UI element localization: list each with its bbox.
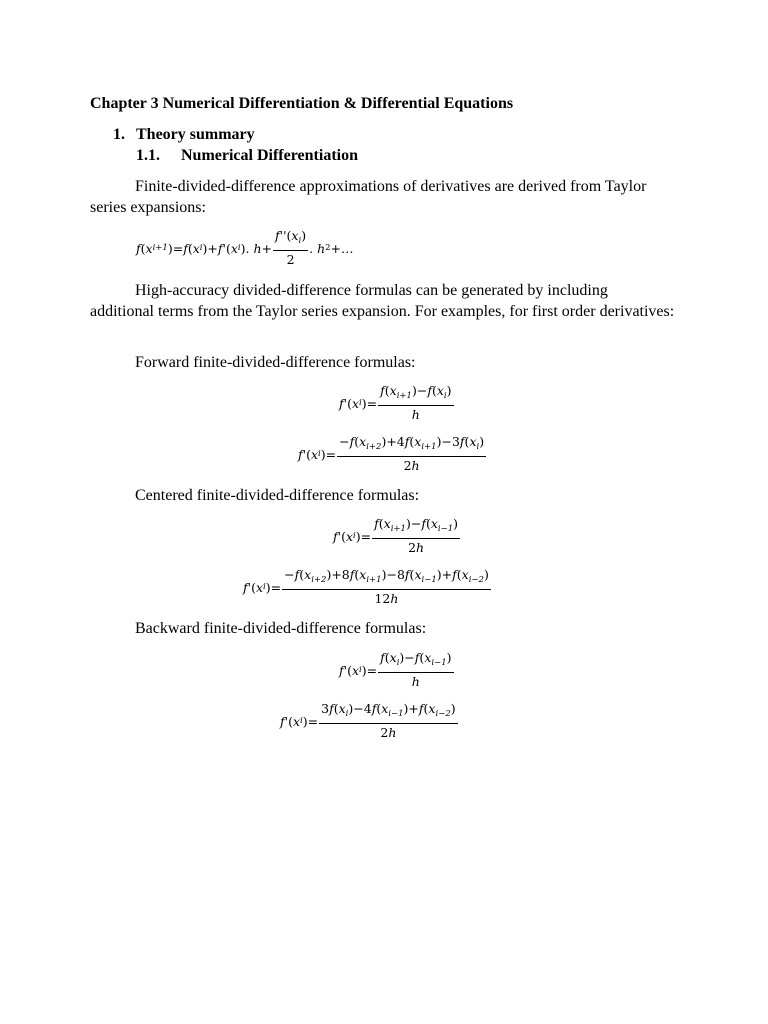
taylor-series-equation: f ( x i+1 )= f ( x i )+ f '( x i ) . h + $\frac{f''(x_i)}{2}$ . h 2 +… <box>136 228 354 267</box>
backward-heading: Backward finite-divided-difference formulas: <box>135 620 427 637</box>
forward-heading: Forward finite-divided-difference formulas: <box>135 354 416 371</box>
backward-formula-2: f '( x i )= $\frac{3f(x_i)-4f(x_{i-1})+f(x_{i-2})}{2h}$ <box>280 701 456 740</box>
high-accuracy-paragraph: High-accuracy divided-difference formulas can be generated by including additional terms from the Taylor series expansion. For examples, for first order derivatives: <box>90 282 675 320</box>
backward-formula-1: f '( x i )= $\frac{f(x_i)-f(x_{i-1})}{h}$ <box>339 650 452 689</box>
centered-formula-2: f '( x i )= $\frac{-f(x_{i+2})+8f(x_{i+1})-8f(x_{i-1})+f(x_{i-2})}{12h}$ <box>243 567 489 606</box>
forward-formula-1: f '( x i )= $\frac{f(x_{i+1})-f(x_i)}{h}$ <box>339 383 452 422</box>
subsection-title: Numerical Differentiation <box>181 147 358 164</box>
intro-paragraph: Finite-divided-difference approximations of derivatives are derived from Taylor series expansions: <box>90 178 647 216</box>
centered-heading: Centered finite-divided-difference formulas: <box>135 487 420 504</box>
chapter-title: Chapter 3 Numerical Differentiation & Differential Equations <box>90 95 514 112</box>
subsection-number: 1.1. <box>136 147 160 164</box>
section-number: 1. <box>113 126 125 143</box>
section-title: Theory summary <box>136 126 255 143</box>
forward-formula-2: f '( x i )= $\frac{-f(x_{i+2})+4f(x_{i+1})-3f(x_i)}{2h}$ <box>298 434 485 473</box>
centered-formula-1: f '( x i )= $\frac{f(x_{i+1})-f(x_{i-1})}{2h}$ <box>333 516 459 555</box>
